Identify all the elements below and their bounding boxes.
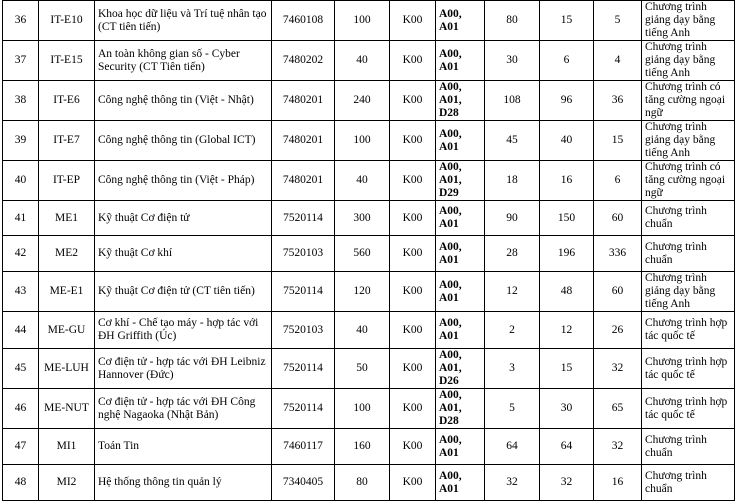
subject-combos: A00, A01 (436, 236, 485, 272)
program-code: MI2 (39, 465, 95, 501)
program-code: IT-E10 (39, 1, 95, 41)
quota-method-2: 150 (540, 201, 594, 236)
major-code: 7340405 (272, 465, 335, 501)
quota: 80 (335, 465, 390, 501)
quota-method-3: 60 (594, 272, 642, 312)
table-row (3, 465, 735, 501)
major-code: 7480202 (272, 41, 335, 81)
subject-combos: A00, A01, D28 (436, 81, 485, 121)
row-index: 37 (3, 41, 39, 81)
program-name: Cơ điện tử - hợp tác với ĐH Công nghệ Nagaoka (Nhật Bản) (95, 389, 272, 429)
quota-method-1: 80 (485, 1, 540, 41)
program-code: ME2 (39, 236, 95, 272)
program-code: IT-E7 (39, 121, 95, 161)
exam-code: K00 (390, 349, 436, 389)
program-code: ME-GU (39, 312, 95, 349)
quota-method-3: 6 (594, 161, 642, 201)
program-type: Chương trình chuẩn (642, 201, 735, 236)
program-code: ME1 (39, 201, 95, 236)
program-type: Chương trình chuẩn (642, 429, 735, 465)
table-row (3, 121, 735, 161)
program-type: Chương trình hợp tác quốc tế (642, 312, 735, 349)
exam-code: K00 (390, 312, 436, 349)
row-index: 40 (3, 161, 39, 201)
quota: 40 (335, 312, 390, 349)
exam-code: K00 (390, 161, 436, 201)
program-type: Chương trình giảng dạy bằng tiếng Anh (642, 121, 735, 161)
table-row (3, 389, 735, 429)
quota-method-1: 64 (485, 429, 540, 465)
program-name: Công nghệ thông tin (Việt - Nhật) (95, 81, 272, 121)
exam-code: K00 (390, 429, 436, 465)
major-code: 7520114 (272, 272, 335, 312)
program-name: An toàn không gian số - Cyber Security (CT Tiên tiến) (95, 41, 272, 81)
row-index: 43 (3, 272, 39, 312)
quota-method-2: 40 (540, 121, 594, 161)
subject-combos: A00, A01 (436, 465, 485, 501)
quota: 160 (335, 429, 390, 465)
program-type: Chương trình hợp tác quốc tế (642, 349, 735, 389)
exam-code: K00 (390, 201, 436, 236)
quota-method-1: 28 (485, 236, 540, 272)
program-name: Toán Tin (95, 429, 272, 465)
subject-combos: A00, A01 (436, 272, 485, 312)
exam-code: K00 (390, 1, 436, 41)
program-type: Chương trình hợp tác quốc tế (642, 389, 735, 429)
quota-method-3: 5 (594, 1, 642, 41)
quota: 100 (335, 121, 390, 161)
quota-method-2: 15 (540, 1, 594, 41)
quota-method-2: 16 (540, 161, 594, 201)
quota-method-3: 15 (594, 121, 642, 161)
table-row (3, 236, 735, 272)
subject-combos: A00, A01 (436, 429, 485, 465)
major-code: 7520114 (272, 389, 335, 429)
row-index: 48 (3, 465, 39, 501)
subject-combos: A00, A01 (436, 312, 485, 349)
quota-method-2: 32 (540, 465, 594, 501)
program-type: Chương trình chuẩn (642, 465, 735, 501)
program-name: Cơ điện tử - hợp tác với ĐH Leibniz Hannover (Đức) (95, 349, 272, 389)
quota: 560 (335, 236, 390, 272)
subject-combos: A00, A01 (436, 41, 485, 81)
quota: 100 (335, 389, 390, 429)
quota-method-1: 90 (485, 201, 540, 236)
table-row (3, 272, 735, 312)
program-code: ME-E1 (39, 272, 95, 312)
quota-method-1: 5 (485, 389, 540, 429)
quota-method-1: 2 (485, 312, 540, 349)
quota: 120 (335, 272, 390, 312)
program-type: Chương trình có tăng cường ngoại ngữ (642, 81, 735, 121)
quota-method-3: 336 (594, 236, 642, 272)
program-code: MI1 (39, 429, 95, 465)
subject-combos: A00, A01 (436, 201, 485, 236)
program-name: Công nghệ thông tin (Việt - Pháp) (95, 161, 272, 201)
program-name: Kỹ thuật Cơ điện tử (95, 201, 272, 236)
quota-method-1: 30 (485, 41, 540, 81)
major-code: 7460117 (272, 429, 335, 465)
program-code: IT-EP (39, 161, 95, 201)
subject-combos: A00, A01, D29 (436, 161, 485, 201)
exam-code: K00 (390, 41, 436, 81)
quota-method-2: 96 (540, 81, 594, 121)
quota-method-2: 196 (540, 236, 594, 272)
quota-method-3: 60 (594, 201, 642, 236)
quota-method-3: 32 (594, 349, 642, 389)
major-code: 7520114 (272, 201, 335, 236)
major-code: 7480201 (272, 161, 335, 201)
quota-method-1: 45 (485, 121, 540, 161)
row-index: 38 (3, 81, 39, 121)
subject-combos: A00, A01 (436, 121, 485, 161)
program-code: ME-NUT (39, 389, 95, 429)
row-index: 44 (3, 312, 39, 349)
quota-method-1: 108 (485, 81, 540, 121)
program-type: Chương trình có tăng cường ngoại ngữ (642, 161, 735, 201)
quota-method-3: 4 (594, 41, 642, 81)
row-index: 47 (3, 429, 39, 465)
program-code: IT-E15 (39, 41, 95, 81)
program-type: Chương trình giảng dạy bằng tiếng Anh (642, 272, 735, 312)
exam-code: K00 (390, 121, 436, 161)
quota: 240 (335, 81, 390, 121)
table-row (3, 81, 735, 121)
program-name: Kỹ thuật Cơ điện tử (CT tiên tiến) (95, 272, 272, 312)
program-name: Cơ khí - Chế tạo máy - hợp tác với ĐH Griffith (Úc) (95, 312, 272, 349)
exam-code: K00 (390, 465, 436, 501)
row-index: 39 (3, 121, 39, 161)
quota-method-2: 15 (540, 349, 594, 389)
quota-method-1: 18 (485, 161, 540, 201)
table-row (3, 41, 735, 81)
quota: 300 (335, 201, 390, 236)
exam-code: K00 (390, 389, 436, 429)
program-name: Công nghệ thông tin (Global ICT) (95, 121, 272, 161)
row-index: 36 (3, 1, 39, 41)
program-code: ME-LUH (39, 349, 95, 389)
subject-combos: A00, A01, D28 (436, 389, 485, 429)
row-index: 42 (3, 236, 39, 272)
subject-combos: A00, A01 (436, 1, 485, 41)
quota-method-3: 36 (594, 81, 642, 121)
major-code: 7520114 (272, 349, 335, 389)
quota: 50 (335, 349, 390, 389)
major-code: 7480201 (272, 121, 335, 161)
subject-combos: A00, A01, D26 (436, 349, 485, 389)
row-index: 45 (3, 349, 39, 389)
major-code: 7520103 (272, 312, 335, 349)
table-row (3, 161, 735, 201)
quota-method-2: 48 (540, 272, 594, 312)
table-row (3, 201, 735, 236)
table-row (3, 312, 735, 349)
program-type: Chương trình chuẩn (642, 236, 735, 272)
row-index: 41 (3, 201, 39, 236)
quota: 100 (335, 1, 390, 41)
quota-method-1: 3 (485, 349, 540, 389)
quota-method-2: 6 (540, 41, 594, 81)
quota-method-2: 30 (540, 389, 594, 429)
quota-method-3: 16 (594, 465, 642, 501)
program-name: Kỹ thuật Cơ khí (95, 236, 272, 272)
major-code: 7460108 (272, 1, 335, 41)
program-type: Chương trình giảng dạy bằng tiếng Anh (642, 1, 735, 41)
admissions-table (2, 0, 735, 501)
quota-method-1: 32 (485, 465, 540, 501)
table-row (3, 1, 735, 41)
program-name: Hệ thống thông tin quản lý (95, 465, 272, 501)
quota: 40 (335, 41, 390, 81)
table-row (3, 349, 735, 389)
program-code: IT-E6 (39, 81, 95, 121)
quota: 40 (335, 161, 390, 201)
quota-method-2: 64 (540, 429, 594, 465)
exam-code: K00 (390, 272, 436, 312)
program-name: Khoa học dữ liệu và Trí tuệ nhân tạo (CT tiên tiến) (95, 1, 272, 41)
quota-method-3: 32 (594, 429, 642, 465)
table-row (3, 429, 735, 465)
exam-code: K00 (390, 236, 436, 272)
quota-method-3: 26 (594, 312, 642, 349)
row-index: 46 (3, 389, 39, 429)
quota-method-1: 12 (485, 272, 540, 312)
program-type: Chương trình giảng dạy bằng tiếng Anh (642, 41, 735, 81)
major-code: 7480201 (272, 81, 335, 121)
major-code: 7520103 (272, 236, 335, 272)
exam-code: K00 (390, 81, 436, 121)
quota-method-2: 12 (540, 312, 594, 349)
quota-method-3: 65 (594, 389, 642, 429)
